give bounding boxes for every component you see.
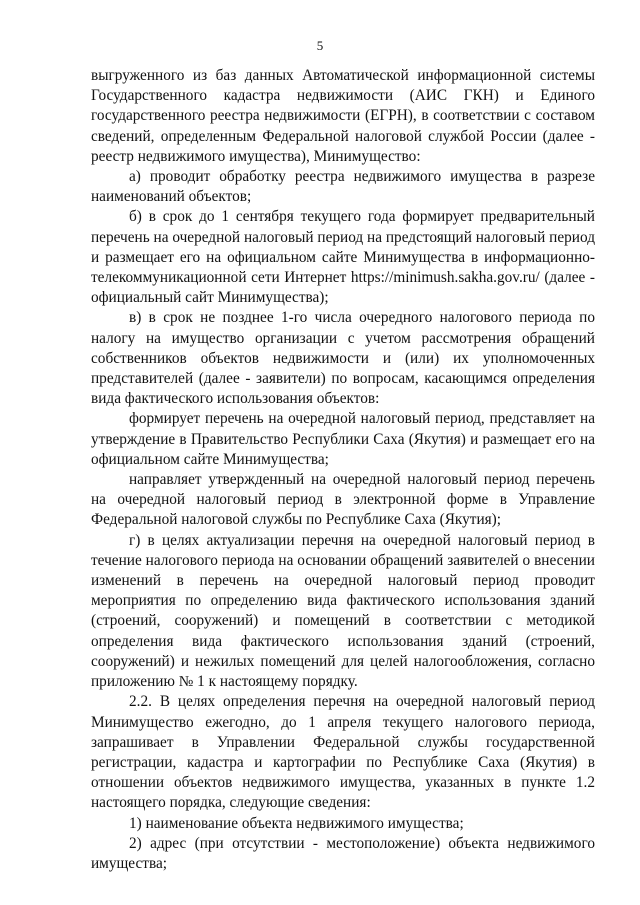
paragraph-intro: выгруженного из баз данных Автоматической информационной системы Государственного кадастра недвижимости (АИС ГКН) и Единого государственного реестра недвижимости (ЕГРН), в соответствии с составом сведений, определенным Федеральной налоговой службой России (далее - реестр недвижимого имущества), Минимущество: <box>91 67 595 165</box>
paragraph-sends-list: направляет утвержденный на очередной налоговый период перечень на очередной налоговый период в электронной форме в Управление Федеральной налоговой службы по Республике Саха (Якутия); <box>91 471 595 529</box>
page-number: 5 <box>316 38 324 53</box>
paragraph-item-v: в) в срок не позднее 1-го числа очередного налогового периода по налогу на имущество организации с учетом рассмотрения обращений собственников объектов недвижимости и (или) их уполномоченных представителей (далее - заявители) по вопросам, касающимся определения вида фактического использования объектов: <box>91 309 595 408</box>
paragraph-list-item-2: 2) адрес (при отсутствии - местоположение) объекта недвижимого имущества; <box>91 834 595 872</box>
paragraph-item-b: б) в срок до 1 сентября текущего года формирует предварительный перечень на очередной налоговый период на предстоящий налоговый период и размещает его на официальном сайте Минимущества в информационно-телекоммуникационной сети Интернет https://minimush.sakha.gov.ru/ (далее - официальный сайт Минимущества); <box>91 208 595 307</box>
paragraph-item-g: г) в целях актуализации перечня на очередной налоговый период в течение налогового периода на основании обращений заявителей о внесении изменений в перечень на очередной налоговый период проводит мероприятия по определению вида фактического использования зданий (строений, сооружений) и помещений в соответствии с методикой определения вида фактического использования зданий (строений, сооружений) и нежилых помещений для целей налогообложения, согласно приложению № 1 к настоящему порядку. <box>91 531 595 691</box>
paragraph-item-a: а) проводит обработку реестра недвижимого имущества в разрезе наименований объектов; <box>91 168 595 206</box>
paragraph-forms-list: формирует перечень на очередной налоговый период, представляет на утверждение в Правительство Республики Саха (Якутия) и размещает его на официальном сайте Минимущества; <box>91 410 595 468</box>
document-body <box>91 66 595 874</box>
paragraph-list-item-1: 1) наименование объекта недвижимого имущества; <box>129 814 464 832</box>
paragraph-section-2-2: 2.2. В целях определения перечня на очередной налоговый период Минимущество ежегодно, до 1 апреля текущего налогового периода, запрашивает в Управлении Федеральной службы государственной регистрации, кадастра и картографии по Республике Саха (Якутия) в отношении объектов недвижимого имущества, указанных в пункте 1.2 настоящего порядка, следующие сведения: <box>91 693 595 812</box>
